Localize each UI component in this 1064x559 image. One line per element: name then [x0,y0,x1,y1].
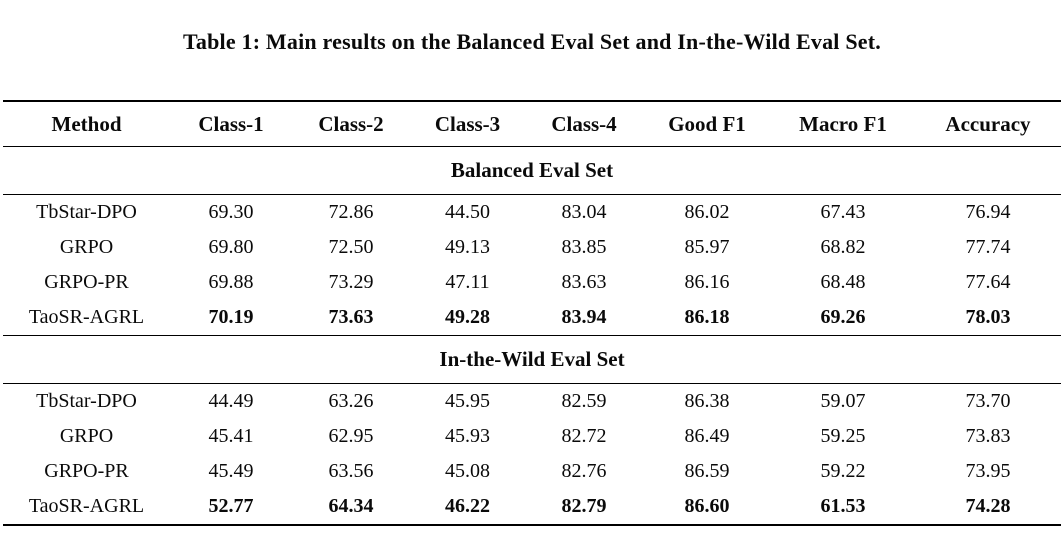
value-cell-class-3: 47.11 [445,271,490,293]
method-cell: GRPO-PR [44,271,129,293]
method-cell: TbStar-DPO [36,390,137,412]
table-row-tbstar-dpo [3,384,1061,420]
value-cell-class-4: 82.72 [561,425,607,447]
value-cell-accuracy: 73.83 [965,425,1011,447]
column-header-class-1: Class-1 [170,101,292,147]
value-cell-class-1: 70.19 [170,300,292,336]
value-cell-macro-f1: 59.07 [820,390,866,412]
value-cell-macro-f1: 68.82 [820,236,866,258]
value-cell-class-3: 46.22 [445,495,490,517]
value-cell-class-2: 64.34 [328,495,374,517]
value-cell-class-1: 69.88 [208,271,254,293]
table-row-grpo-pr [3,454,1061,489]
section-header-label: In-the-Wild Eval Set [3,336,1061,384]
value-cell-good-f1: 86.02 [684,201,730,223]
value-cell-class-2: 73.29 [328,271,374,293]
column-header-accuracy: Accuracy [915,101,1061,147]
column-header-class-2: Class-2 [292,101,410,147]
value-cell-good-f1: 86.38 [684,390,730,412]
value-cell-class-4: 82.76 [561,460,607,482]
section-row-in-the-wild-eval-set [3,336,1061,384]
table-row-grpo [3,230,1061,265]
column-header-class-4: Class-4 [525,101,643,147]
value-cell-class-2: 62.95 [328,425,374,447]
value-cell-accuracy: 73.95 [965,460,1011,482]
value-cell-accuracy: 73.70 [965,390,1011,412]
value-cell-class-2: 72.50 [328,236,374,258]
value-cell-class-2: 63.56 [328,460,374,482]
column-header-method: Method [3,101,170,147]
value-cell-macro-f1: 61.53 [820,495,866,517]
value-cell-class-2: 73.63 [292,300,410,336]
value-cell-class-3: 45.93 [445,425,490,447]
value-cell-class-3: 45.08 [445,460,490,482]
table-row-taosr-agrl [3,300,1061,336]
value-cell-class-4: 82.79 [561,495,607,517]
value-cell-class-1: 44.49 [208,390,254,412]
table-caption: Table 1: Main results on the Balanced Eval Set and In-the-Wild Eval Set. [183,29,881,54]
value-cell-accuracy: 77.64 [965,271,1011,293]
value-cell-good-f1: 86.16 [684,271,730,293]
table-row-grpo [3,419,1061,454]
value-cell-class-4: 83.63 [561,271,607,293]
value-cell-class-4: 82.59 [561,390,607,412]
column-header-class-3: Class-3 [410,101,525,147]
value-cell-good-f1: 86.59 [684,460,730,482]
value-cell-class-4: 83.94 [525,300,643,336]
value-cell-class-1: 69.80 [208,236,254,258]
table-row-taosr-agrl [3,489,1061,525]
value-cell-class-3: 49.13 [445,236,490,258]
column-header-macro-f1: Macro F1 [771,101,915,147]
value-cell-class-1: 45.49 [208,460,254,482]
table-body [3,147,1061,526]
column-header-good-f1: Good F1 [643,101,771,147]
value-cell-macro-f1: 67.43 [820,201,866,223]
value-cell-accuracy: 77.74 [965,236,1011,258]
value-cell-macro-f1: 59.25 [820,425,866,447]
method-cell: TbStar-DPO [36,201,137,223]
value-cell-good-f1: 85.97 [684,236,730,258]
table-row-grpo-pr [3,265,1061,300]
value-cell-class-3: 44.50 [445,201,490,223]
method-cell: GRPO-PR [44,460,129,482]
value-cell-good-f1: 86.49 [684,425,730,447]
value-cell-class-3: 45.95 [445,390,490,412]
value-cell-class-4: 83.04 [561,201,607,223]
value-cell-good-f1: 86.60 [684,495,730,517]
value-cell-class-1: 69.30 [208,201,254,223]
value-cell-class-4: 83.85 [561,236,607,258]
value-cell-macro-f1: 69.26 [771,300,915,336]
section-header-label: Balanced Eval Set [3,147,1061,195]
value-cell-macro-f1: 59.22 [820,460,866,482]
value-cell-class-1: 52.77 [208,495,254,517]
method-cell: GRPO [59,425,114,447]
table-header [3,101,1061,147]
value-cell-accuracy: 74.28 [965,495,1011,517]
results-table [3,100,1061,526]
value-cell-good-f1: 86.18 [643,300,771,336]
value-cell-class-3: 49.28 [410,300,525,336]
value-cell-macro-f1: 68.48 [820,271,866,293]
method-cell: GRPO [59,236,114,258]
value-cell-accuracy: 76.94 [965,201,1011,223]
header-row [3,101,1061,147]
value-cell-class-1: 45.41 [208,425,254,447]
value-cell-accuracy: 78.03 [915,300,1061,336]
value-cell-class-2: 72.86 [328,201,374,223]
method-cell: TaoSR-AGRL [3,300,170,336]
method-cell: TaoSR-AGRL [28,495,145,517]
value-cell-class-2: 63.26 [328,390,374,412]
section-row-balanced-eval-set [3,147,1061,195]
table-row-tbstar-dpo [3,195,1061,231]
